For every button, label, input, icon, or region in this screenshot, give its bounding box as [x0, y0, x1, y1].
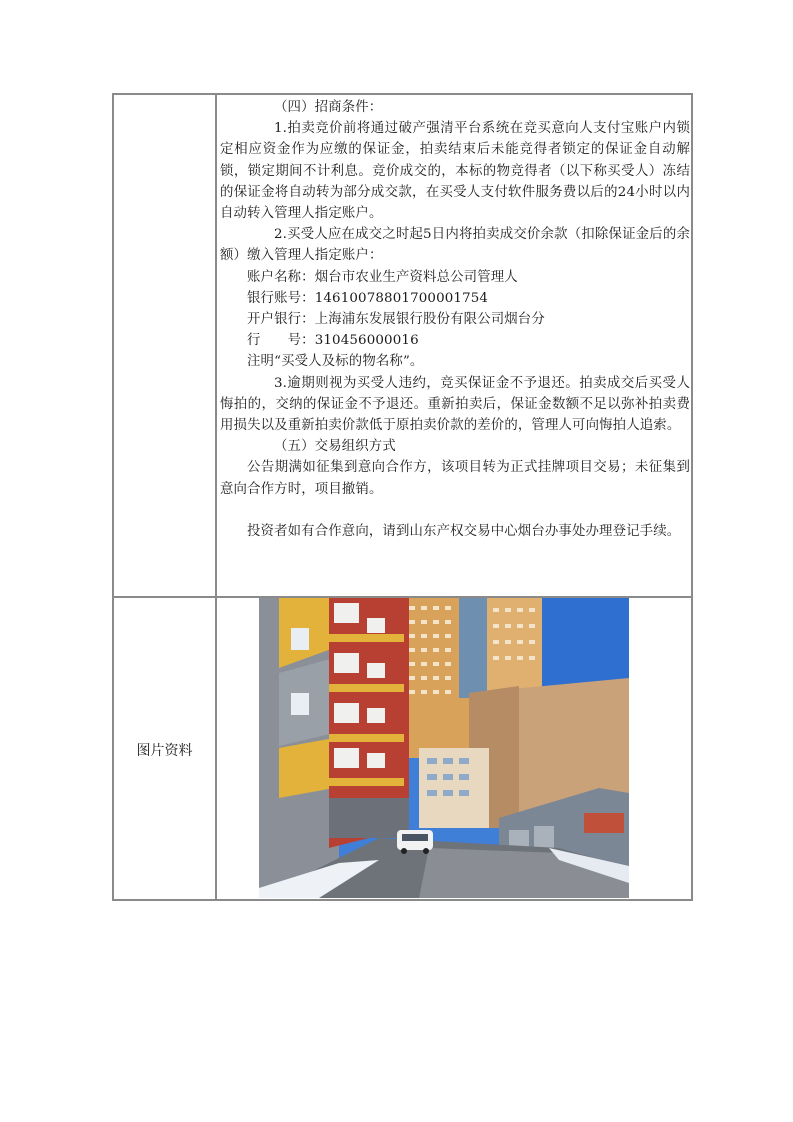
paragraph-trading-method: 公告期满如征集到意向合作方，该项目转为正式挂牌项目交易；未征集到意向合作方时，项目撤销。 [220, 460, 690, 497]
opening-bank: 开户银行：上海浦东发展银行股份有限公司烟台分 [247, 312, 545, 328]
building-photo [259, 598, 629, 898]
paragraph-contact: 投资者如有合作意向，请到山东产权交易中心烟台办事处办理登记手续。 [247, 523, 681, 539]
account-name: 账户名称：烟台市农业生产资料总公司管理人 [247, 269, 518, 285]
column-divider [215, 95, 217, 899]
paragraph-default: 3.逾期则视为买受人违约，竞买保证金不予退还。拍卖成交后买受人悔拍的，交纳的保证金不予退还。重新拍卖后，保证金数额不足以弥补拍卖费用损失以及重新拍卖价款低于原拍卖价款的差价的，管理人可向悔拍人追索。 [220, 375, 690, 434]
blank-line [220, 500, 690, 521]
info-table [112, 93, 693, 901]
paragraph-deposit-lock: 1.拍卖竞价前将通过破产强清平台系统在竞买意向人支付宝账户内锁定相应资金作为应缴的保证金，拍卖结束后未能竞得者锁定的保证金自动解锁，锁定期间不计利息。竞价成交的，本标的物竞得者（以下称买受人）冻结的保证金将自动转为部分成交款，在买受人支付软件服务费以后的24小时以内自动转入管理人指定账户。 [220, 121, 690, 222]
photo-label: 图片资料 [136, 742, 193, 759]
section-heading-conditions: （四）招商条件： [274, 100, 383, 115]
paragraph-payment-deadline: 2.买受人应在成交之时起5日内将拍卖成交价余款（扣除保证金后的余额）缴入管理人指定账户： [220, 227, 690, 264]
bank-account-number: 银行账号：14610078801700001754 [247, 290, 489, 306]
section-heading-trading: （五）交易组织方式 [274, 439, 396, 455]
conditions-text-cell [220, 97, 690, 542]
bank-code: 行 号：310456000016 [247, 333, 419, 349]
remark-note: 注明“买受人及标的物名称”。 [247, 354, 424, 370]
